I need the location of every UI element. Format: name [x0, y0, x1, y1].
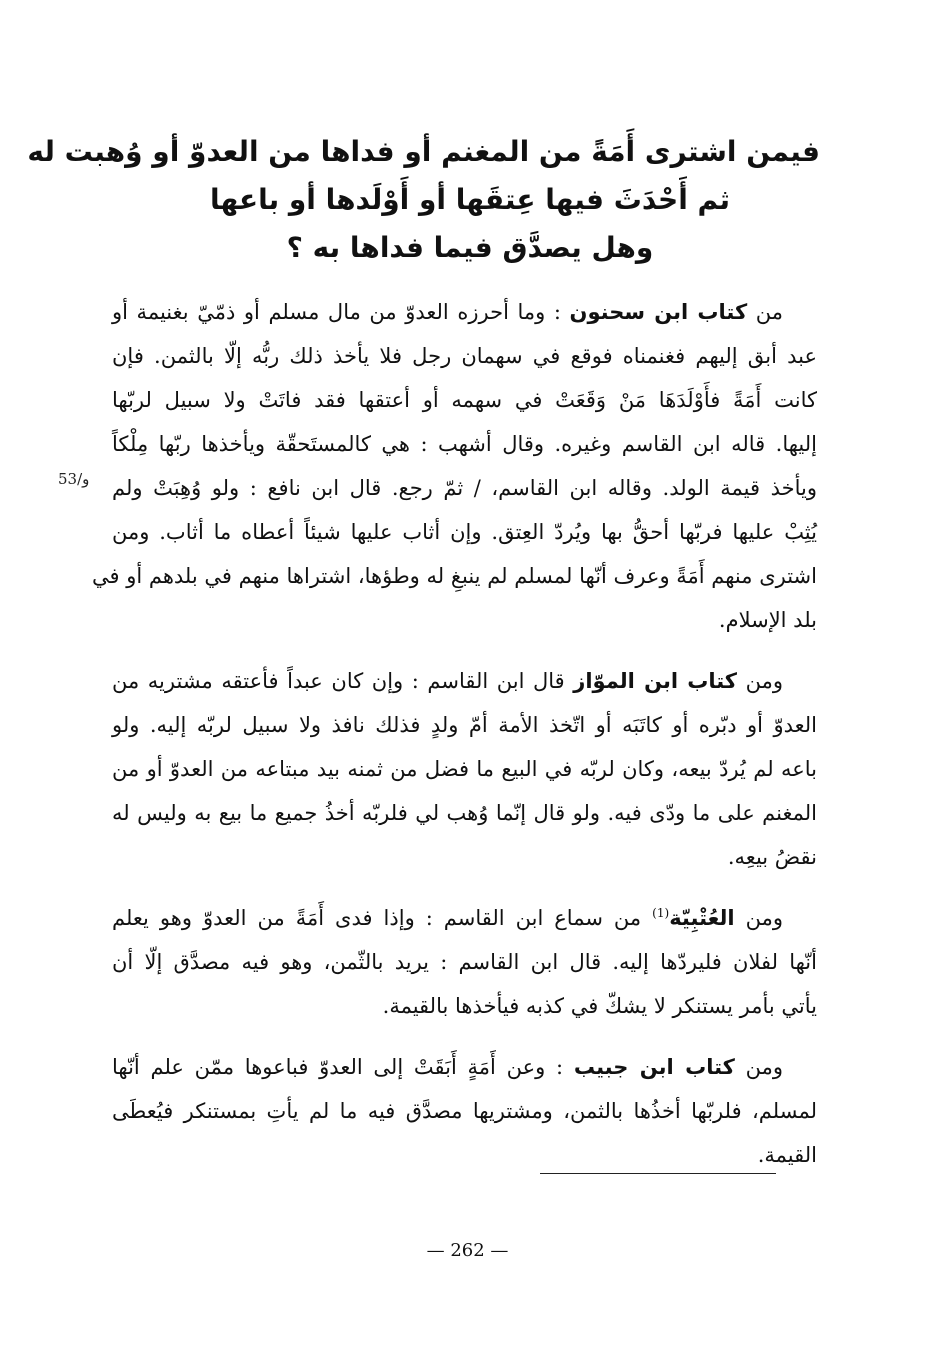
paragraph-line: يُثِبْ عليها فربّها أحقُّ بها ويُردّ العِتق. وإن أثاب عليها شيئاً أعطاه ما أثاب. ومن: [112, 520, 817, 544]
paragraph-line: كانت أَمَةً فأَوْلَدَهَا مَنْ وَقَعَتْ في سهمه أو أعتقها فقد فاتَتْ ولا سبيل لربّها: [112, 388, 817, 412]
page-number: — 262 —: [426, 1240, 509, 1261]
heading-line-1: فيمن اشترى أَمَةً من المغنم أو فداها من العدوّ أو وُهبت له: [27, 135, 820, 168]
paragraph-line: [112, 290, 817, 334]
paragraph-lead: ومن: [745, 906, 783, 930]
paragraph-lead: من: [755, 300, 784, 324]
paragraph-lead: ومن: [745, 669, 783, 693]
paragraph-line: بلد الإسلام.: [718, 608, 817, 632]
source-title: العُتْبِيّة: [669, 906, 735, 930]
paragraph-line: لمسلم، فلربّها أخذُها بالثمن، ومشتريها مصدَّق فيه ما لم يأتِ بمستنكر فيُعطَى: [112, 1099, 817, 1123]
paragraph-line: [112, 1045, 817, 1089]
heading-line-2: ثم أَحْدَثَ فيها عِتقَها أو أَوْلَدها أو باعها: [209, 183, 731, 216]
paragraph-line: باعه لم يُردّ بيعه، وكان لربّه في البيع ما فضل من ثمنه بيد مبتاعه من العدوّ أو من: [112, 757, 817, 781]
paragraph-line: اشترى منهم أَمَةً وعرف أنّها لمسلم لم ينبغِ له وطؤها، اشتراها منهم في بلدهم أو في: [91, 564, 817, 588]
paragraph-line: ويأخذ قيمة الولد. وقاله ابن القاسم، / ثمّ رجع. قال ابن نافع : ولو وُهِبَتْ ولم: [112, 476, 817, 500]
line-text: من سماع ابن القاسم : وإذا فدى أَمَةً من العدوّ وهو يعلم: [112, 906, 642, 930]
source-title: كتاب ابن جبيب: [573, 1055, 735, 1079]
paragraph-line: العدوّ أو دبّره أو كاتَبَه أو اتّخذ الأمة أمّ ولدٍ فذلك نافذ ولا سبيل لربّه إليه. ولو: [112, 713, 817, 737]
line-text: : وعن أَمَةٍ أَبَقَتْ إلى العدوّ فباعوها ممّن علم أنّها: [112, 1055, 564, 1079]
paragraph-utbiyya: [112, 896, 817, 1028]
paragraph-line: يأتي بأمر يستنكر لا يشكّ في كذبه فيأخذها بالقيمة.: [382, 994, 817, 1018]
paragraph-line: أنّها لفلان فليردّها إليه. قال ابن القاسم : يريد بالثّمن، وهو فيه مصدَّق إلّا أن: [112, 950, 817, 974]
footnote-rule: [540, 1173, 776, 1174]
folio-margin-note: 53/و: [58, 470, 90, 488]
paragraph-line: نقضُ بيعِه.: [727, 845, 817, 869]
paragraph-ibn-habib: [112, 1045, 817, 1177]
paragraph-line: القيمة.: [757, 1143, 817, 1167]
paragraph-line: عبد أبق إليهم فغنمناه فوقع في سهمان رجل فلا يأخذ ذلك ربُّه إلّا بالثمن. فإن: [112, 344, 817, 368]
source-title: كتاب ابن سحنون: [569, 300, 748, 324]
paragraph-lead: ومن: [745, 1055, 784, 1079]
paragraph-ibn-al-mawwaz: [112, 659, 817, 879]
paragraph-line: [112, 659, 817, 703]
paragraph-ibn-sahnun: [91, 290, 817, 642]
line-text: قال ابن القاسم : وإن كان عبداً فأعتقه مشتريه من: [112, 669, 565, 693]
source-title: كتاب ابن الموّاز: [573, 669, 738, 693]
heading-line-3: وهل يصدَّق فيما فداها به ؟: [286, 231, 654, 264]
paragraph-line: إليها. قاله ابن القاسم وغيره. وقال أشهب : هي كالمستَحقّة ويأخذها ربّها مِلْكاً: [112, 432, 817, 456]
paragraph-line: [112, 896, 817, 940]
paragraph-line: المغنم على ما ودّى فيه. ولو قال إنّما وُهب لي فلربّه أخذُ جميع ما بيع به وليس له: [112, 801, 817, 825]
footnote-marker: (1): [652, 906, 670, 920]
line-text: : وما أحرزه العدوّ من مال مسلم أو ذمّيّ بغنيمة أو: [112, 300, 561, 324]
chapter-heading: [27, 128, 820, 272]
body-text: [91, 290, 817, 1194]
